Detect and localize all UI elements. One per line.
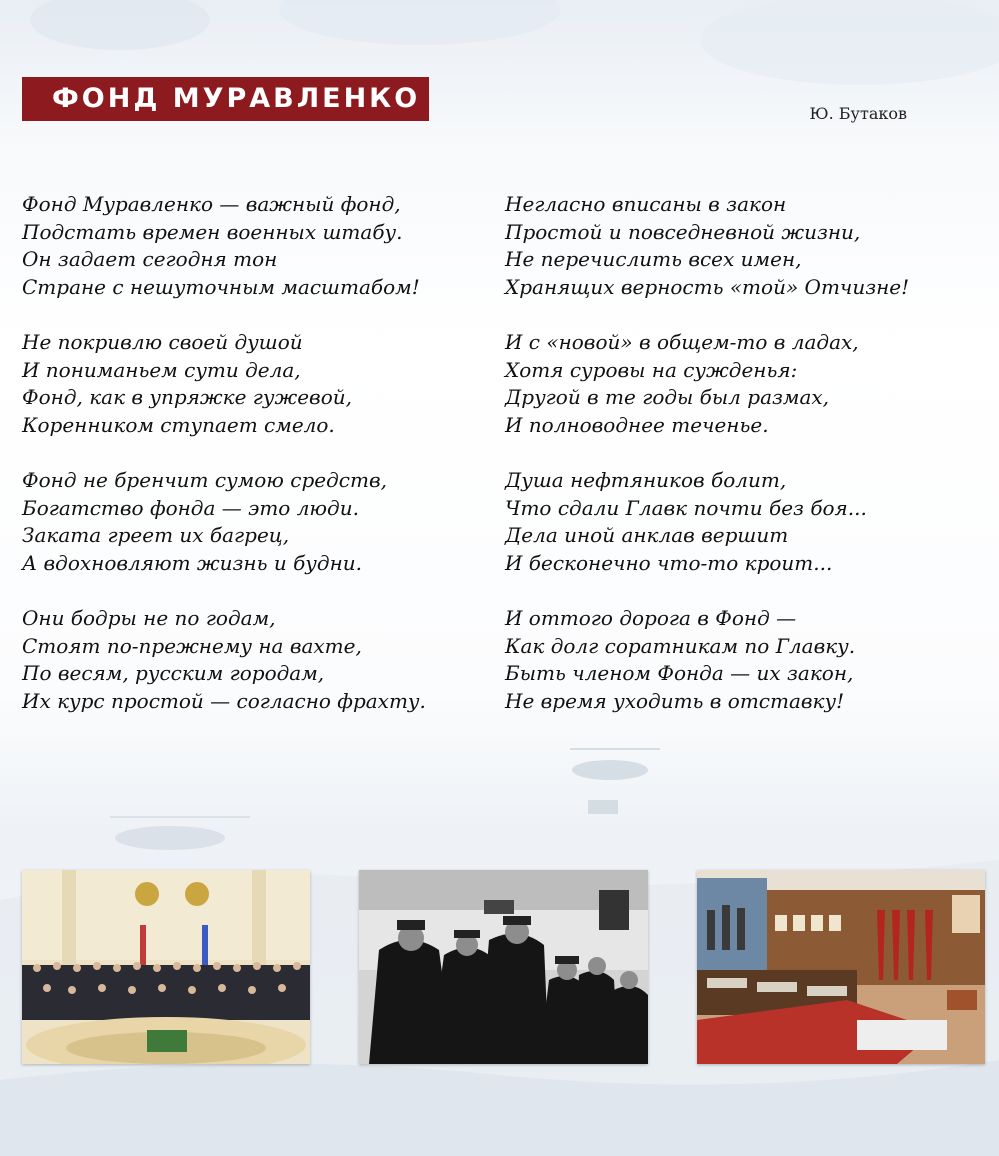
poem-line: И бесконечно что-то кроит... [505,550,833,575]
poem-line: Другой в те годы был размах, [505,385,830,409]
poem-line: И полноводнее теченье. [505,412,769,437]
poem-line: Богатство фонда — это люди. [22,495,359,520]
museum-photo [697,870,985,1064]
poem-line: Стране с нешуточным масштабом! [22,274,420,299]
poem-line: Не покривлю своей душой [22,330,303,354]
poem-line: Негласно вписаны в закон [505,192,787,216]
poem-line: И с «новой» в общем-то в ладах, [505,330,859,354]
stanza [22,329,482,439]
stanza [22,467,482,577]
poem-line: Он задает сегодня тон [22,247,278,271]
poem-line: Хотя суровы на сужденья: [505,357,798,382]
stanza [505,329,975,439]
stanza [505,605,975,715]
poem-line: Фонд Муравленко — важный фонд, [22,192,401,216]
helicopter-silhouette [110,816,250,850]
poem-line: Дела иной анклав вершит [505,523,789,547]
poem-line: Что сдали Главк почти без боя... [505,495,867,520]
poem-line: Они бодры не по годам, [22,606,276,630]
poem-line: А вдохновляют жизнь и будни. [22,550,362,575]
author-name: Ю. Бутаков [809,104,907,123]
stanza [505,191,975,301]
poem-line: Быть членом Фонда — их закон, [505,661,854,685]
poem-line: Стоят по-прежнему на вахте, [22,633,362,658]
poem-column-left [22,191,482,743]
poem-line: Не перечислить всех имен, [505,247,802,271]
poem-line: По весям, русским городам, [22,661,325,685]
poem-line: Заката греет их багрец, [22,523,290,547]
archive-photo [359,870,648,1064]
group-photo [22,870,310,1064]
page-title: ФОНД МУРАВЛЕНКО [22,77,429,121]
poem-line: Простой и повседневной жизни, [505,219,861,244]
helicopter-silhouette [570,748,660,814]
poem-line: Не время уходить в отставку! [505,688,845,713]
poem-line: Коренником ступает смело. [22,412,335,437]
poem-line: Подстать времен военных штабу. [22,219,403,244]
poem-line: И пониманьем сути дела, [22,357,301,382]
stanza [22,605,482,715]
poem-line: Хранящих верность «той» Отчизне! [505,274,910,299]
poem-column-right [505,191,975,743]
stanza [22,191,482,301]
poem-line: Как долг соратникам по Главку. [505,633,856,658]
poem-line: Душа нефтяников болит, [505,468,787,492]
poem-line: И оттого дорога в Фонд — [505,606,797,630]
poem-line: Фонд, как в упряжке гужевой, [22,385,352,409]
stanza [505,467,975,577]
poem-line: Фонд не бренчит сумою средств, [22,468,387,492]
poem-line: Их курс простой — согласно фрахту. [22,688,426,713]
